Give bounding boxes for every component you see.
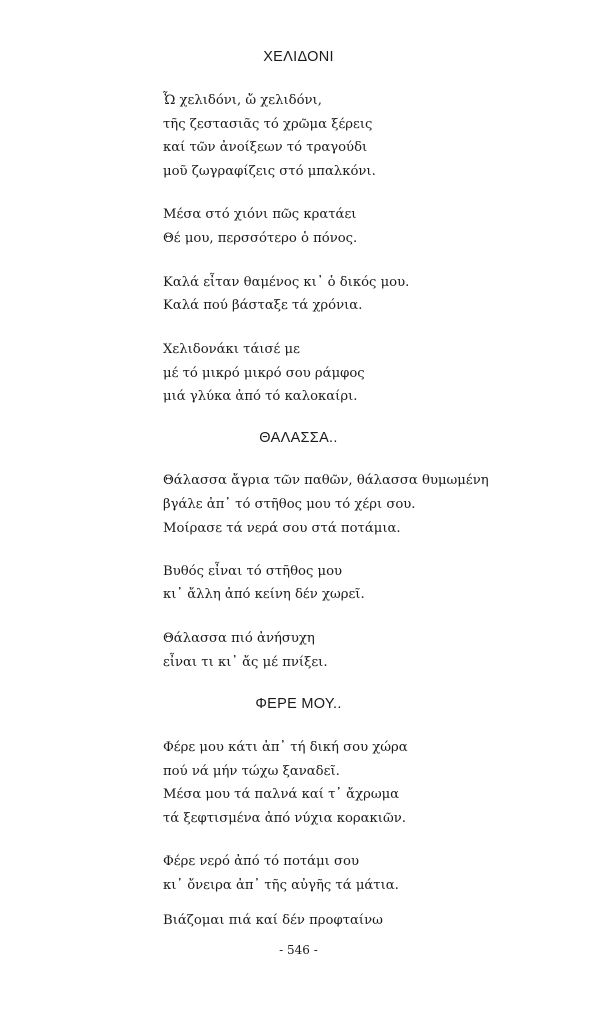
poem-line: Θάλασσα πιό ἀνήσυχη: [163, 631, 315, 646]
poem-line: εἶναι τι κι᾽ ἄς μέ πνίξει.: [163, 655, 328, 670]
poem-line: κι᾽ ἄλλη ἀπό κείνη δέν χωρεῖ.: [163, 587, 365, 602]
poem-title: ΧΕΛΙΔΟΝΙ: [263, 49, 334, 65]
poem-line: Θέ μου, περσσότερο ὁ πόνος.: [163, 231, 358, 246]
poem-title: ΘΑΛΑΣΣΑ..: [259, 430, 338, 446]
poem-line: Φέρε νερό ἀπό τό ποτάμι σου: [163, 854, 359, 869]
poem-line: Βιάζομαι πιά καί δέν προφταίνω: [163, 913, 383, 928]
poem-line: Μέσα στό χιόνι πῶς κρατάει: [163, 207, 357, 222]
poem-line: βγάλε ἀπ᾽ τό στῆθος μου τό χέρι σου.: [163, 497, 416, 512]
poem-line: καί τῶν ἀνοίξεων τό τραγούδι: [163, 140, 368, 155]
poem-line: Μοίρασε τά νερά σου στά ποτάμια.: [163, 521, 401, 536]
poem-line: Καλά πού βάσταξε τά χρόνια.: [163, 298, 363, 313]
poem-line: μέ τό μικρό μικρό σου ράμφος: [163, 366, 365, 381]
poem-line: Φέρε μου κάτι ἀπ᾽ τή δική σου χώρα: [163, 740, 408, 755]
poem-line: πού νά μήν τώχω ξαναδεῖ.: [163, 764, 340, 779]
poem-line: κι᾽ ὄνειρα ἀπ᾽ τῆς αὐγῆς τά μάτια.: [163, 878, 399, 893]
poem-line: τῆς ζεστασιᾶς τό χρῶμα ξέρεις: [163, 117, 373, 132]
poem-line: Μέσα μου τά παλνά καί τ᾽ ἄχρωμα: [163, 787, 400, 802]
page-number: - 546 -: [279, 943, 318, 957]
poem-line: Καλά εἶταν θαμένος κι᾽ ὁ δικός μου.: [163, 275, 410, 290]
poem-line: Χελιδονάκι τάισέ με: [163, 342, 300, 357]
poem-line: μοῦ ζωγραφίζεις στό μπαλκόνι.: [163, 164, 376, 179]
poem-line: τά ξεφτισμένα ἀπό νύχια κορακιῶν.: [163, 811, 406, 826]
poem-line: Βυθός εἶναι τό στῆθος μου: [163, 564, 343, 579]
poem-line: μιά γλύκα ἀπό τό καλοκαίρι.: [163, 389, 358, 404]
poem-line: Ὦ χελιδόνι, ὤ χελιδόνι,: [163, 93, 322, 108]
poem-line: Θάλασσα ἄγρια τῶν παθῶν, θάλασσα θυμωμένη: [163, 473, 489, 488]
poem-title: ΦΕΡΕ ΜΟΥ..: [255, 696, 342, 712]
